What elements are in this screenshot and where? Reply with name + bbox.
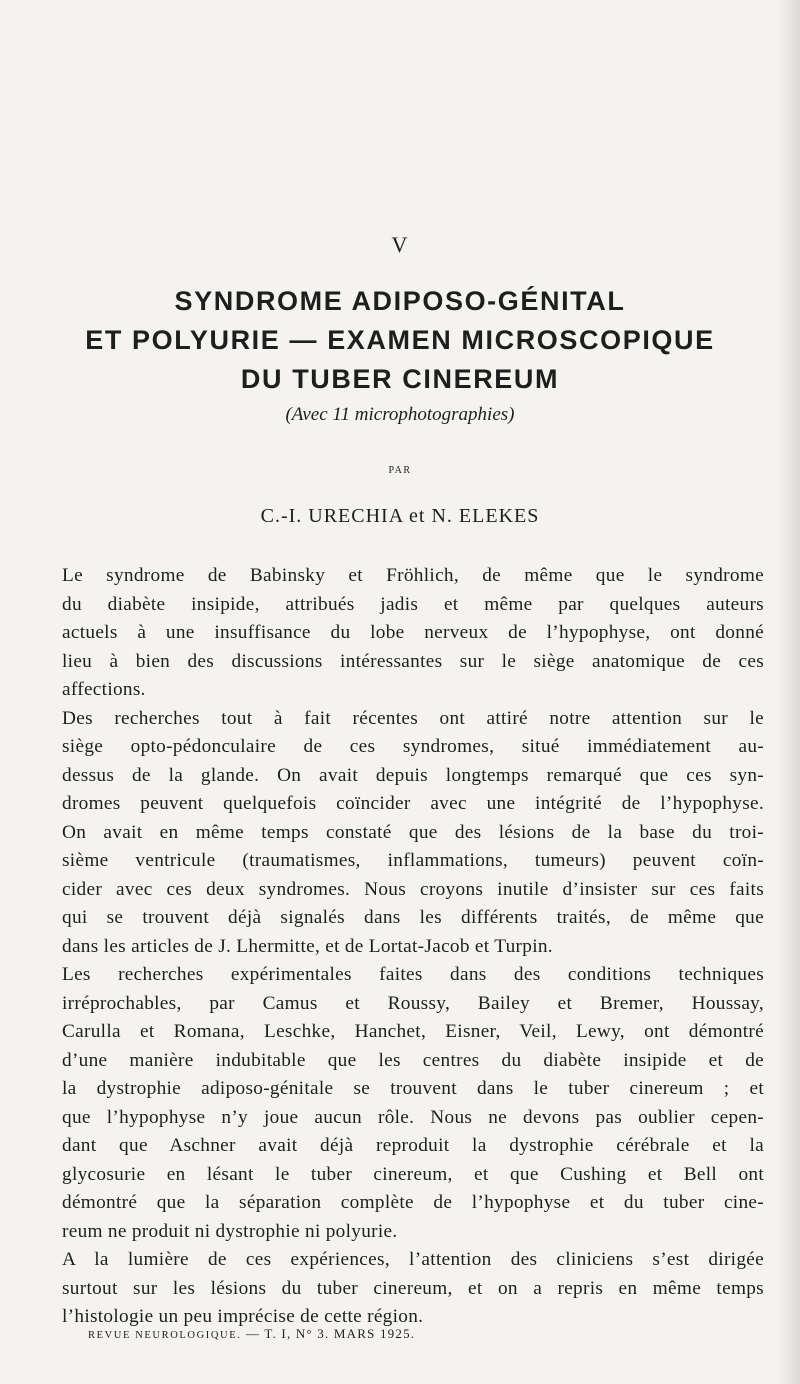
body-line: que l’hypophyse n’y joue aucun rôle. Nous ne devons pas oublier cepen- — [62, 1106, 764, 1128]
body-line: qui se trouvent déjà signalés dans les différents traités, de même que — [62, 907, 764, 928]
body-line: actuels à une insuffisance du lobe nerveux de l’hypophyse, ont donné — [62, 622, 764, 643]
journal-issue: — T. I, N° 3. MARS 1925. — [245, 1326, 416, 1341]
body-line: cider avec ces deux syndromes. Nous croyons inutile d’insister sur ces faits — [62, 878, 764, 900]
author-names: C.-I. URECHIA et N. ELEKES — [260, 505, 540, 527]
body-line: glycosurie en lésant le tuber cinereum, et que Cushing et Bell ont — [62, 1163, 764, 1185]
body-line: reum ne produit ni dystrophie ni polyurie. — [62, 1220, 398, 1242]
article-subtitle: (Avec 11 microphotographies) — [285, 404, 515, 425]
body-line: affections. — [62, 679, 146, 700]
body-line: lieu à bien des discussions intéressantes sur le siège anatomique de ces — [62, 650, 764, 672]
title-line-1: SYNDROME ADIPOSO-GÉNITAL — [174, 286, 626, 316]
paragraph-4 — [62, 1246, 764, 1332]
journal-name: REVUE NEUROLOGIQUE. — [88, 1330, 242, 1341]
body-line: dans les articles de J. Lhermitte, et de Lortat-Jacob et Turpin. — [62, 935, 553, 957]
paragraph-3 — [62, 961, 764, 1246]
article-title — [0, 282, 800, 399]
body-line: irréprochables, par Camus et Roussy, Bailey et Bremer, Houssay, — [62, 992, 764, 1014]
title-line-2: ET POLYURIE — EXAMEN MICROSCOPIQUE — [85, 325, 715, 355]
body-line: Carulla et Romana, Leschke, Hanchet, Eisner, Veil, Lewy, ont démontré — [62, 1021, 764, 1042]
body-line: l’histologie un peu imprécise de cette région. — [62, 1306, 424, 1327]
paragraph-2 — [62, 705, 764, 962]
body-line: siège opto-pédonculaire de ces syndromes, situé immédiatement au- — [62, 736, 764, 757]
body-line: du diabète insipide, attribués jadis et même par quelques auteurs — [62, 593, 764, 615]
body-line: dromes peuvent quelquefois coïncider avec une intégrité de l’hypophyse. — [62, 793, 764, 814]
body-line: A la lumière de ces expériences, l’attention des cliniciens s’est dirigée — [62, 1249, 764, 1270]
article-body — [62, 562, 764, 1332]
body-line: Les recherches expérimentales faites dans des conditions techniques — [62, 964, 764, 985]
journal-footer — [88, 1326, 415, 1342]
body-line: On avait en même temps constaté que des lésions de la base du troi- — [62, 821, 764, 843]
by-label: PAR — [388, 465, 412, 476]
body-line: Des recherches tout à fait récentes ont attiré notre attention sur le — [62, 707, 764, 729]
page-edge-shadow — [778, 0, 800, 1384]
body-line: la dystrophie adiposo-génitale se trouvent dans le tuber cinereum ; et — [62, 1078, 764, 1099]
body-line: Le syndrome de Babinsky et Fröhlich, de même que le syndrome — [62, 565, 764, 586]
chapter-number: V — [391, 232, 409, 257]
body-line: démontré que la séparation complète de l’hypophyse et du tuber cine- — [62, 1192, 764, 1213]
body-line: d’une manière indubitable que les centres du diabète insipide et de — [62, 1049, 764, 1071]
body-line: sième ventricule (traumatismes, inflammations, tumeurs) peuvent coïn- — [62, 850, 764, 871]
paragraph-1 — [62, 562, 764, 705]
title-line-3: DU TUBER CINEREUM — [240, 364, 560, 394]
body-line: dant que Aschner avait déjà reproduit la dystrophie cérébrale et la — [62, 1135, 764, 1156]
body-line: surtout sur les lésions du tuber cinereum, et on a repris en même temps — [62, 1277, 764, 1299]
body-line: dessus de la glande. On avait depuis longtemps remarqué que ces syn- — [62, 764, 764, 786]
